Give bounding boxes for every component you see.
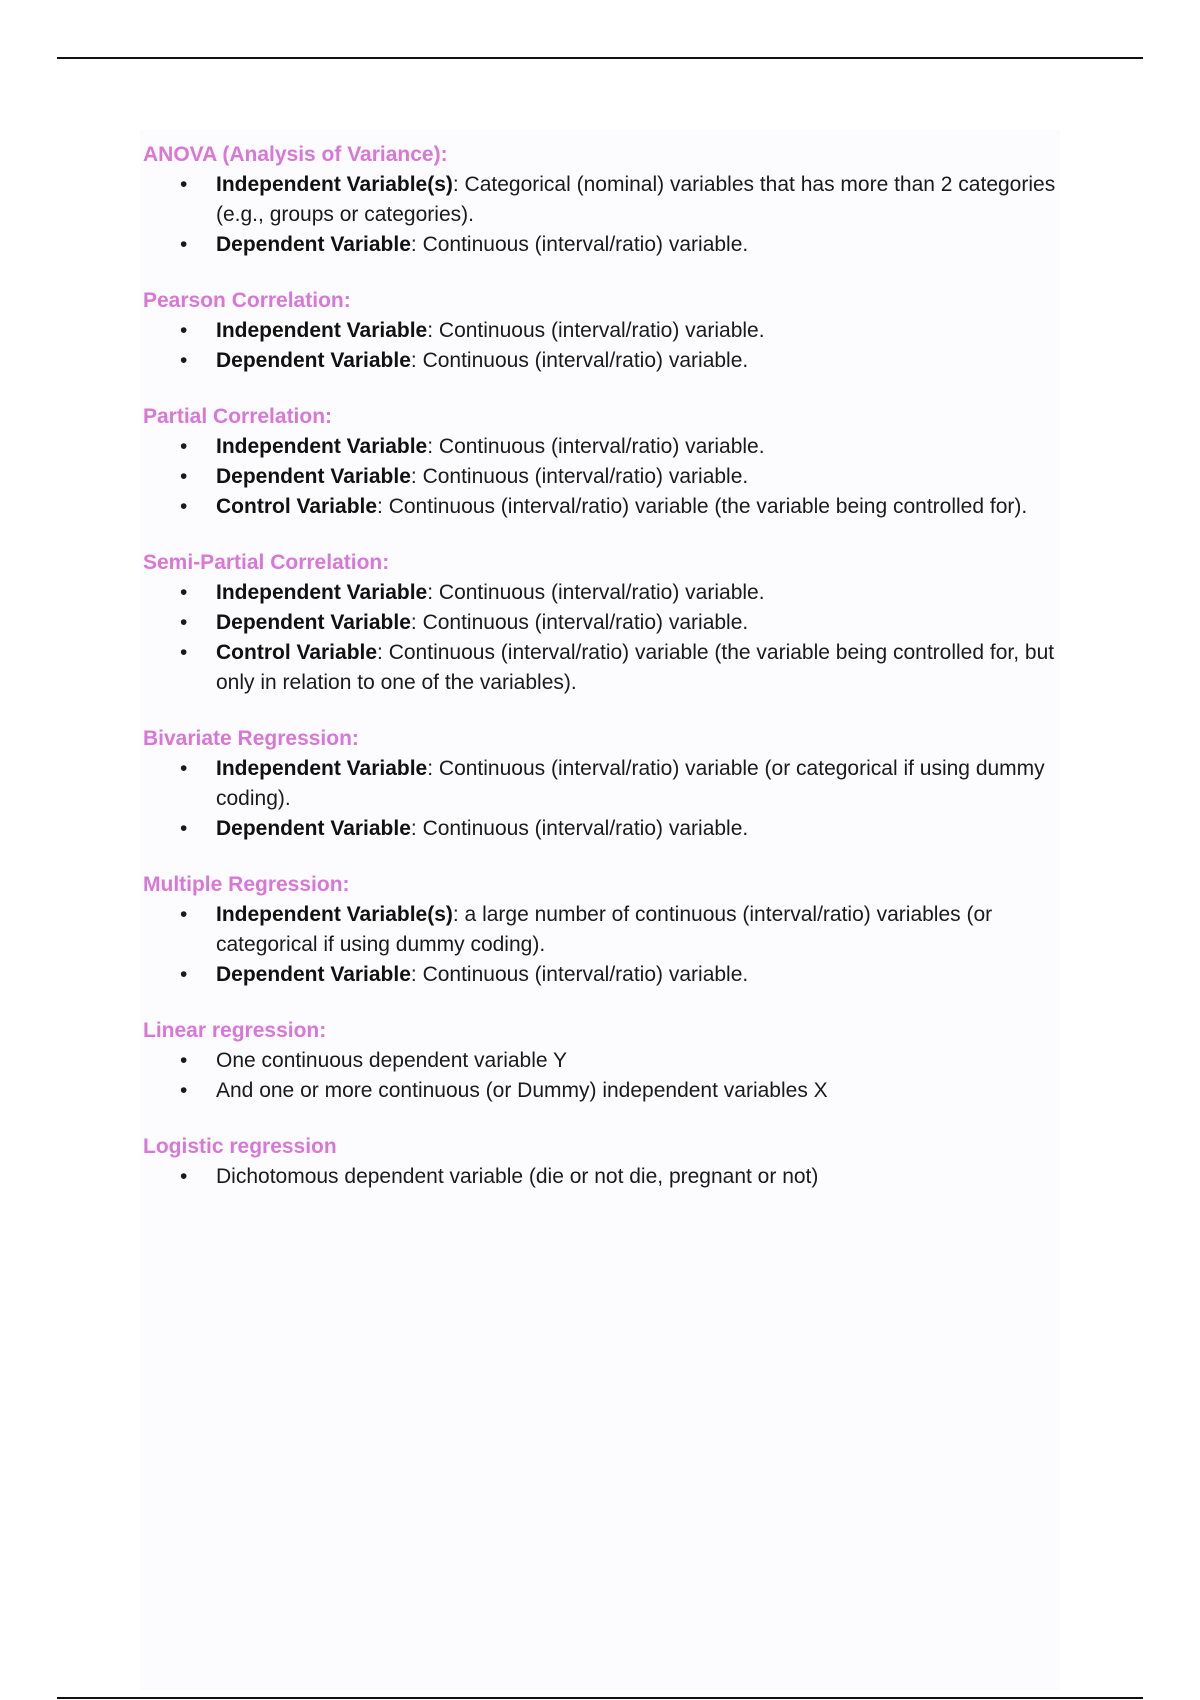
list-item (143, 1046, 1063, 1076)
variable-description: : Continuous (interval/ratio) variable. (427, 581, 765, 604)
bullet-icon: • (180, 581, 188, 604)
list-item (143, 638, 1063, 698)
bullet-list (143, 578, 1063, 698)
variable-description: : Categorical (nominal) variables that has more than 2 categories (e.g., groups or categories). (216, 173, 1056, 226)
bullet-list (143, 754, 1063, 844)
variable-term: Independent Variable (216, 757, 428, 780)
variable-description: : Continuous (interval/ratio) variable. (427, 319, 765, 342)
variable-term: Independent Variable(s) (216, 173, 453, 196)
variable-description: : Continuous (interval/ratio) variable. (427, 435, 765, 458)
variable-term: Independent Variable (216, 319, 428, 342)
bullet-icon: • (180, 319, 188, 342)
bullet-icon: • (180, 963, 188, 986)
bullet-list (143, 316, 1063, 376)
list-item (143, 432, 1063, 462)
variable-description: : Continuous (interval/ratio) variable. (410, 963, 749, 986)
bullet-list (143, 1046, 1063, 1106)
list-item (143, 814, 1063, 844)
bullet-icon: • (180, 1165, 188, 1188)
bullet-icon: • (180, 903, 188, 926)
variable-term: Independent Variable (216, 581, 428, 604)
list-item (143, 1162, 1063, 1192)
bottom-rule (57, 1697, 1143, 1699)
bullet-list (143, 432, 1063, 522)
section-anova-analysis-of-variance (143, 140, 1063, 260)
variable-description: : Continuous (interval/ratio) variable (the variable being controlled for). (377, 495, 1028, 518)
list-item (143, 1076, 1063, 1106)
variable-term: Dependent Variable (216, 465, 411, 488)
variable-description: : a large number of continuous (interval/ratio) variables (or categorical if using dummy coding). (216, 903, 993, 956)
variable-term: Dependent Variable (216, 817, 411, 840)
variable-description: : Continuous (interval/ratio) variable. (410, 233, 749, 256)
section-heading: Bivariate Regression: (143, 727, 359, 750)
bullet-icon: • (180, 435, 188, 458)
section-heading: Logistic regression (143, 1135, 337, 1158)
bullet-list (143, 1162, 1063, 1192)
variable-term: Dependent Variable (216, 963, 411, 986)
variable-description: : Continuous (interval/ratio) variable. (410, 349, 749, 372)
variable-term: Independent Variable(s) (216, 903, 453, 926)
variable-term: Independent Variable (216, 435, 428, 458)
section-bivariate-regression (143, 724, 1063, 844)
section-logistic-regression (143, 1132, 1063, 1192)
bullet-icon: • (180, 233, 188, 256)
bullet-icon: • (180, 1049, 188, 1072)
section-heading: Multiple Regression: (143, 873, 350, 896)
variable-description: : Continuous (interval/ratio) variable. (410, 817, 749, 840)
section-multiple-regression (143, 870, 1063, 990)
variable-description: And one or more continuous (or Dummy) independent variables X (216, 1079, 828, 1102)
variable-description: One continuous dependent variable Y (216, 1049, 568, 1072)
bullet-icon: • (180, 173, 188, 196)
variable-description: Dichotomous dependent variable (die or not die, pregnant or not) (216, 1165, 819, 1188)
bullet-list (143, 170, 1063, 260)
section-pearson-correlation (143, 286, 1063, 376)
variable-term: Control Variable (216, 495, 378, 518)
list-item (143, 754, 1063, 814)
variable-term: Dependent Variable (216, 233, 411, 256)
document-body (143, 140, 1063, 1218)
bullet-icon: • (180, 495, 188, 518)
bullet-icon: • (180, 1079, 188, 1102)
section-partial-correlation (143, 402, 1063, 522)
bullet-icon: • (180, 349, 188, 372)
section-linear-regression (143, 1016, 1063, 1106)
list-item (143, 900, 1063, 960)
list-item (143, 346, 1063, 376)
bullet-icon: • (180, 757, 188, 780)
list-item (143, 230, 1063, 260)
variable-description: : Continuous (interval/ratio) variable. (410, 465, 749, 488)
bullet-icon: • (180, 465, 188, 488)
list-item (143, 492, 1063, 522)
section-heading: ANOVA (Analysis of Variance): (143, 143, 448, 166)
list-item (143, 316, 1063, 346)
list-item (143, 578, 1063, 608)
variable-description: : Continuous (interval/ratio) variable (the variable being controlled for, but only in relation to one of the variables). (216, 641, 1055, 694)
variable-term: Control Variable (216, 641, 378, 664)
bullet-icon: • (180, 641, 188, 664)
section-semi-partial-correlation (143, 548, 1063, 698)
top-rule (57, 57, 1143, 59)
variable-description: : Continuous (interval/ratio) variable. (410, 611, 749, 634)
section-heading: Partial Correlation: (143, 405, 333, 428)
list-item (143, 170, 1063, 230)
variable-term: Dependent Variable (216, 349, 411, 372)
list-item (143, 462, 1063, 492)
bullet-list (143, 900, 1063, 990)
variable-term: Dependent Variable (216, 611, 411, 634)
bullet-icon: • (180, 817, 188, 840)
variable-description: : Continuous (interval/ratio) variable (or categorical if using dummy coding). (216, 757, 1045, 810)
section-heading: Linear regression: (143, 1019, 327, 1042)
bullet-icon: • (180, 611, 188, 634)
list-item (143, 608, 1063, 638)
section-heading: Semi-Partial Correlation: (143, 551, 390, 574)
list-item (143, 960, 1063, 990)
section-heading: Pearson Correlation: (143, 289, 351, 312)
